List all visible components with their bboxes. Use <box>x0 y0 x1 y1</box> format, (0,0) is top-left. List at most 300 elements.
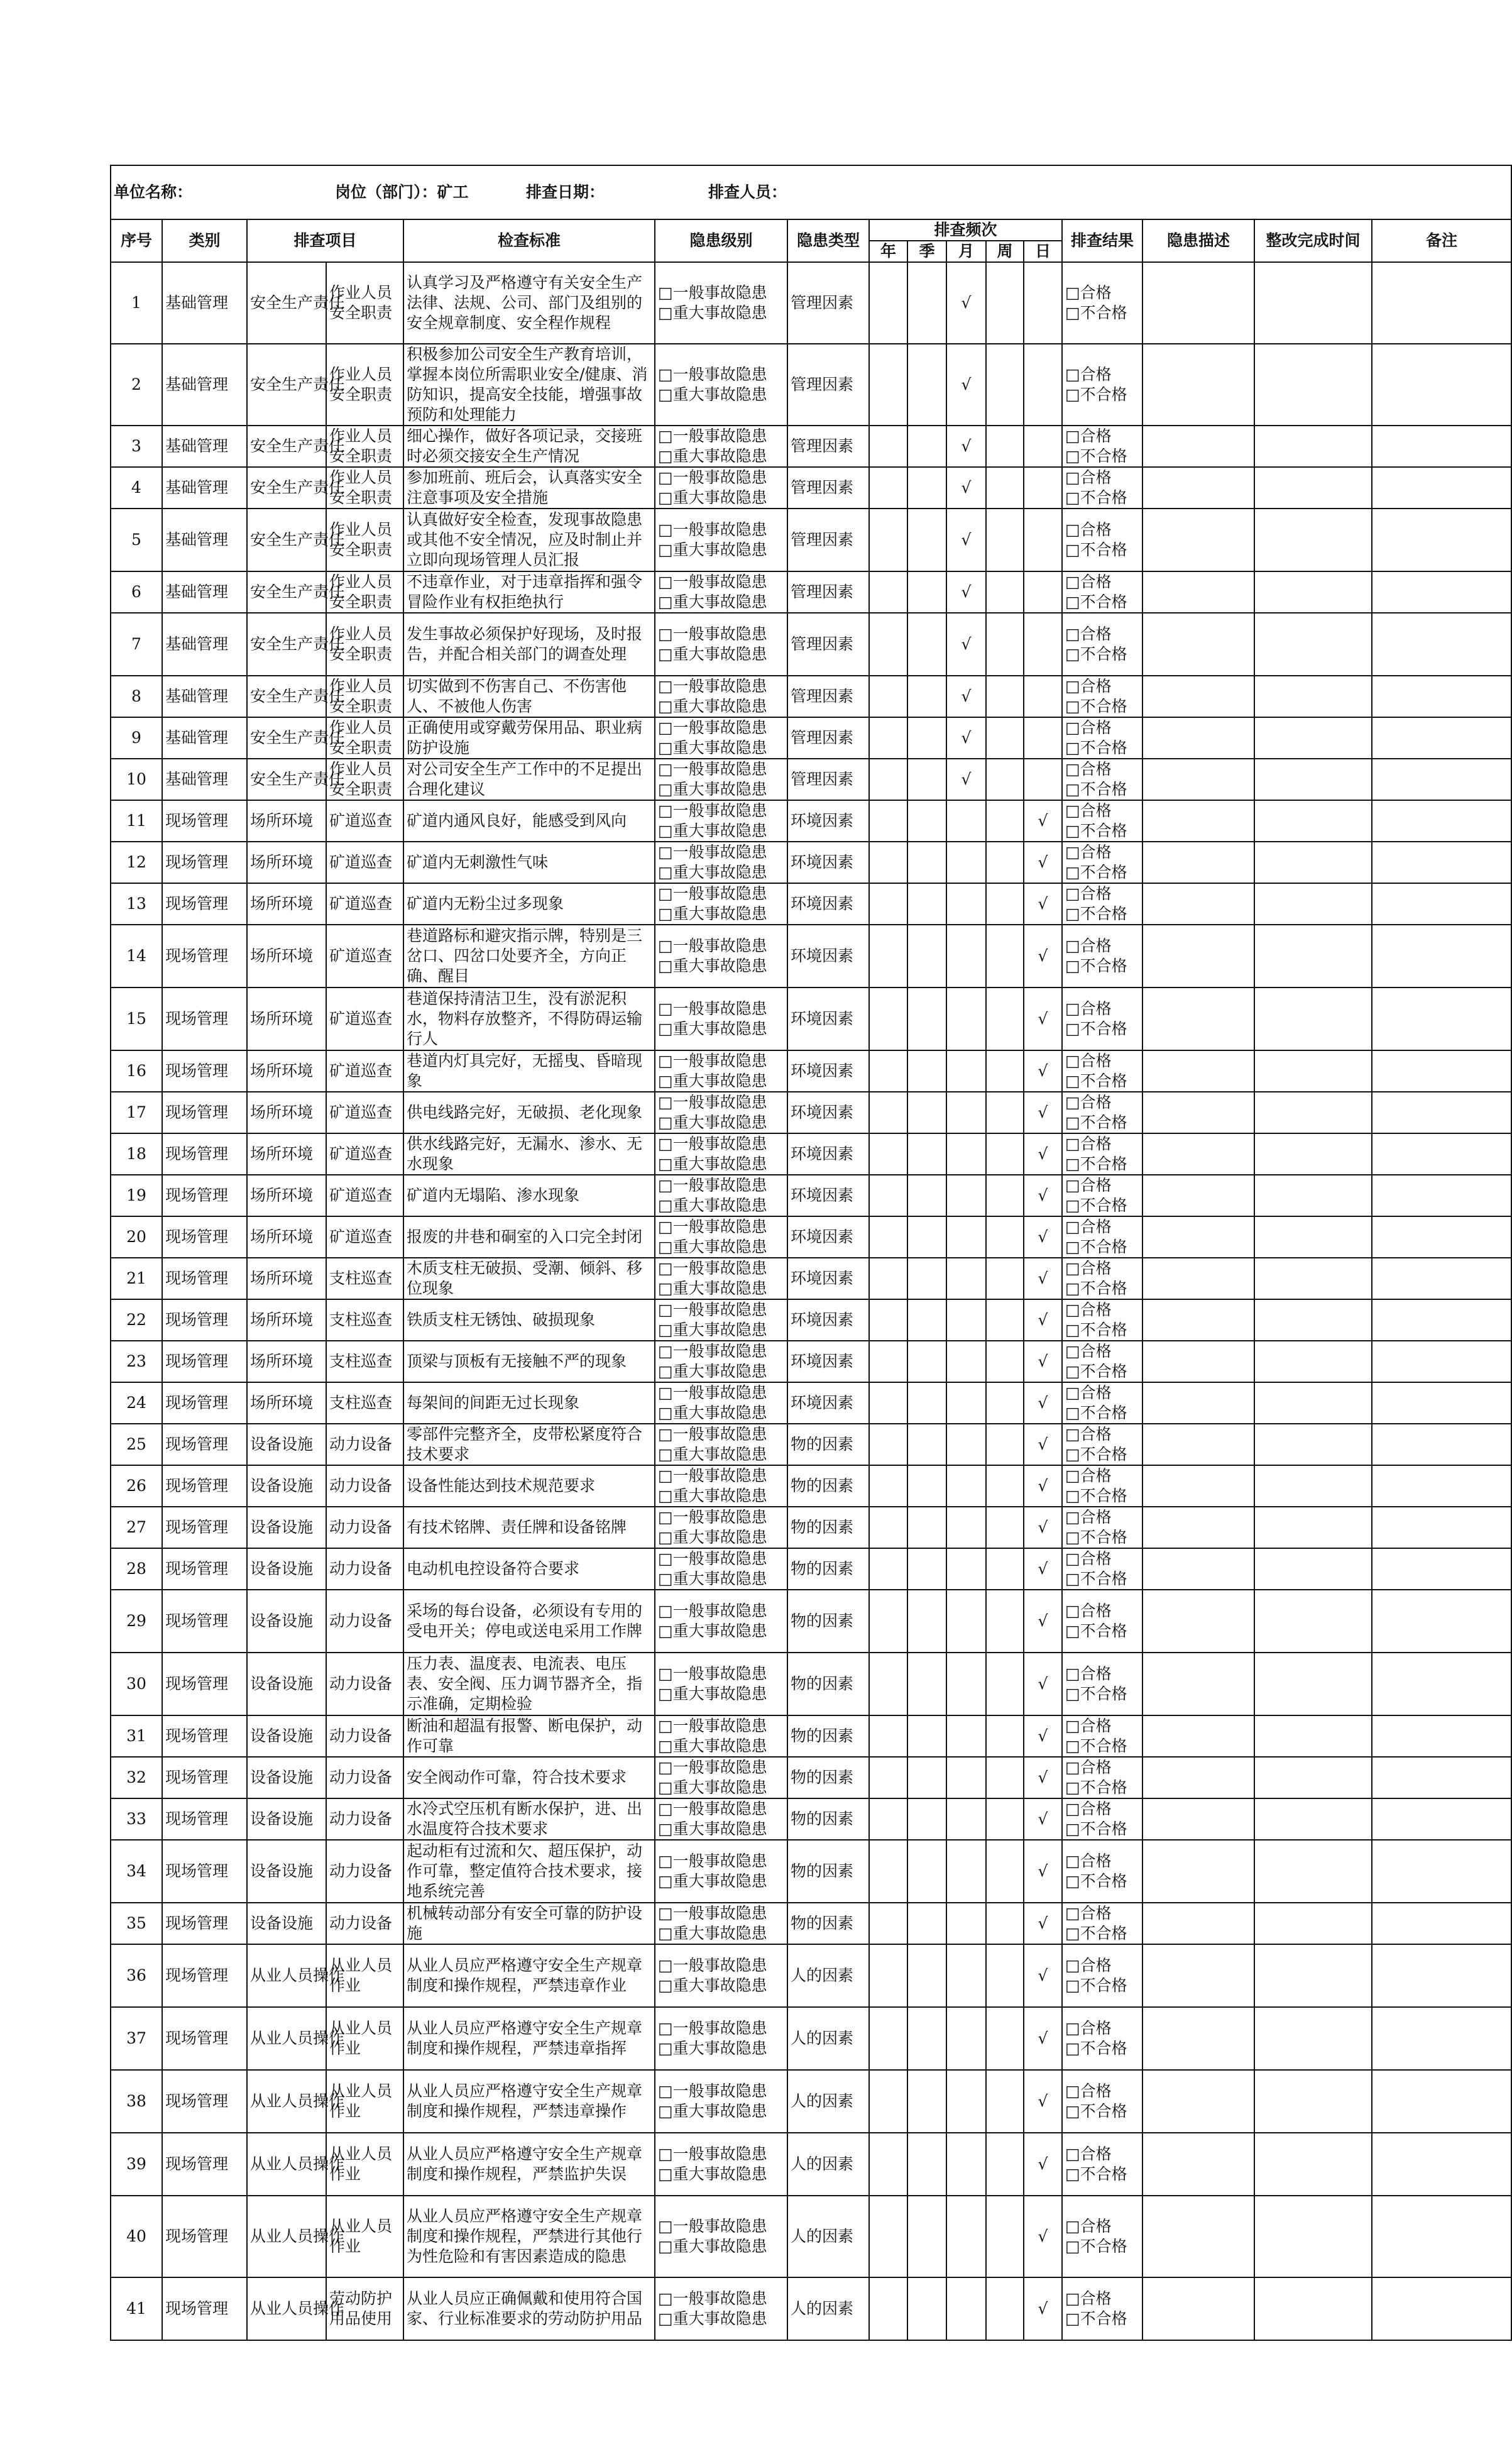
row-freq-week[interactable] <box>986 1840 1024 1903</box>
row-remark-field[interactable] <box>1372 613 1511 676</box>
row-result-options[interactable] <box>1062 1653 1142 1715</box>
general-hazard-checkbox[interactable]: □一般事故隐患 <box>658 1508 767 1526</box>
pass-checkbox[interactable]: □合格 <box>1065 1052 1112 1070</box>
row-deadline-field[interactable] <box>1254 467 1372 509</box>
row-freq-month[interactable] <box>946 925 986 988</box>
row-freq-day[interactable] <box>1024 1840 1062 1903</box>
row-deadline-field[interactable] <box>1254 2133 1372 2196</box>
row-deadline-field[interactable] <box>1254 1299 1372 1341</box>
row-deadline-field[interactable] <box>1254 842 1372 883</box>
row-description-field[interactable] <box>1142 1258 1254 1299</box>
row-level-options[interactable] <box>655 1590 787 1653</box>
general-hazard-checkbox[interactable]: □一般事故隐患 <box>658 1176 767 1194</box>
row-freq-week[interactable] <box>986 883 1024 925</box>
fail-checkbox[interactable]: □不合格 <box>1065 541 1127 559</box>
major-hazard-checkbox[interactable]: □重大事故隐患 <box>658 863 767 881</box>
row-freq-year[interactable] <box>869 1653 907 1715</box>
row-freq-quarter[interactable] <box>907 925 946 988</box>
row-freq-month[interactable] <box>946 344 986 426</box>
pass-checkbox[interactable]: □合格 <box>1065 1602 1112 1620</box>
general-hazard-checkbox[interactable]: □一般事故隐患 <box>658 1800 767 1818</box>
row-freq-year[interactable] <box>869 1341 907 1382</box>
row-freq-quarter[interactable] <box>907 988 946 1050</box>
row-result-options[interactable] <box>1062 262 1142 344</box>
major-hazard-checkbox[interactable]: □重大事故隐患 <box>658 1924 767 1942</box>
fail-checkbox[interactable]: □不合格 <box>1065 1362 1127 1380</box>
row-description-field[interactable] <box>1142 2070 1254 2133</box>
fail-checkbox[interactable]: □不合格 <box>1065 1445 1127 1463</box>
pass-checkbox[interactable]: □合格 <box>1065 884 1112 903</box>
row-description-field[interactable] <box>1142 1050 1254 1092</box>
row-freq-month[interactable] <box>946 467 986 509</box>
row-freq-month[interactable] <box>946 842 986 883</box>
major-hazard-checkbox[interactable]: □重大事故隐患 <box>658 1872 767 1890</box>
row-freq-week[interactable] <box>986 1258 1024 1299</box>
row-remark-field[interactable] <box>1372 676 1511 717</box>
row-remark-field[interactable] <box>1372 1133 1511 1175</box>
pass-checkbox[interactable]: □合格 <box>1065 1135 1112 1153</box>
general-hazard-checkbox[interactable]: □一般事故隐患 <box>658 365 767 383</box>
row-deadline-field[interactable] <box>1254 1258 1372 1299</box>
row-remark-field[interactable] <box>1372 426 1511 467</box>
row-freq-year[interactable] <box>869 1258 907 1299</box>
major-hazard-checkbox[interactable]: □重大事故隐患 <box>658 1238 767 1256</box>
row-result-options[interactable] <box>1062 1944 1142 2007</box>
row-freq-month[interactable] <box>946 1944 986 2007</box>
row-result-options[interactable] <box>1062 1092 1142 1133</box>
major-hazard-checkbox[interactable]: □重大事故隐患 <box>658 447 767 465</box>
row-freq-month[interactable] <box>946 759 986 800</box>
row-level-options[interactable] <box>655 2070 787 2133</box>
row-freq-quarter[interactable] <box>907 1548 946 1590</box>
row-level-options[interactable] <box>655 1299 787 1341</box>
row-freq-year[interactable] <box>869 2070 907 2133</box>
row-remark-field[interactable] <box>1372 1715 1511 1757</box>
general-hazard-checkbox[interactable]: □一般事故隐患 <box>658 937 767 955</box>
general-hazard-checkbox[interactable]: □一般事故隐患 <box>658 843 767 861</box>
row-freq-day[interactable] <box>1024 1715 1062 1757</box>
pass-checkbox[interactable]: □合格 <box>1065 937 1112 955</box>
major-hazard-checkbox[interactable]: □重大事故隐患 <box>658 1622 767 1640</box>
general-hazard-checkbox[interactable]: □一般事故隐患 <box>658 1466 767 1485</box>
general-hazard-checkbox[interactable]: □一般事故隐患 <box>658 884 767 903</box>
row-freq-week[interactable] <box>986 613 1024 676</box>
fail-checkbox[interactable]: □不合格 <box>1065 593 1127 611</box>
row-freq-year[interactable] <box>869 1216 907 1258</box>
row-remark-field[interactable] <box>1372 759 1511 800</box>
major-hazard-checkbox[interactable]: □重大事故隐患 <box>658 822 767 840</box>
major-hazard-checkbox[interactable]: □重大事故隐患 <box>658 739 767 757</box>
row-freq-quarter[interactable] <box>907 1341 946 1382</box>
row-freq-week[interactable] <box>986 1903 1024 1944</box>
fail-checkbox[interactable]: □不合格 <box>1065 488 1127 507</box>
row-description-field[interactable] <box>1142 262 1254 344</box>
row-freq-month[interactable] <box>946 1175 986 1216</box>
row-freq-quarter[interactable] <box>907 1590 946 1653</box>
row-freq-year[interactable] <box>869 842 907 883</box>
row-level-options[interactable] <box>655 1715 787 1757</box>
row-freq-week[interactable] <box>986 759 1024 800</box>
row-level-options[interactable] <box>655 1216 787 1258</box>
row-freq-year[interactable] <box>869 1903 907 1944</box>
row-level-options[interactable] <box>655 676 787 717</box>
row-freq-quarter[interactable] <box>907 571 946 613</box>
row-freq-quarter[interactable] <box>907 1216 946 1258</box>
row-level-options[interactable] <box>655 2133 787 2196</box>
general-hazard-checkbox[interactable]: □一般事故隐患 <box>658 520 767 539</box>
pass-checkbox[interactable]: □合格 <box>1065 2145 1112 2163</box>
row-freq-week[interactable] <box>986 1653 1024 1715</box>
fail-checkbox[interactable]: □不合格 <box>1065 822 1127 840</box>
general-hazard-checkbox[interactable]: □一般事故隐患 <box>658 283 767 302</box>
general-hazard-checkbox[interactable]: □一般事故隐患 <box>658 1956 767 1974</box>
row-freq-month[interactable] <box>946 2007 986 2070</box>
general-hazard-checkbox[interactable]: □一般事故隐患 <box>658 2019 767 2037</box>
row-freq-month[interactable] <box>946 571 986 613</box>
row-freq-month[interactable] <box>946 1258 986 1299</box>
row-freq-quarter[interactable] <box>907 676 946 717</box>
row-result-options[interactable] <box>1062 676 1142 717</box>
row-freq-week[interactable] <box>986 2133 1024 2196</box>
fail-checkbox[interactable]: □不合格 <box>1065 1487 1127 1505</box>
major-hazard-checkbox[interactable]: □重大事故隐患 <box>658 1196 767 1214</box>
row-level-options[interactable] <box>655 1050 787 1092</box>
general-hazard-checkbox[interactable]: □一般事故隐患 <box>658 999 767 1018</box>
major-hazard-checkbox[interactable]: □重大事故隐患 <box>658 905 767 923</box>
row-freq-week[interactable] <box>986 509 1024 571</box>
general-hazard-checkbox[interactable]: □一般事故隐患 <box>658 2082 767 2100</box>
row-freq-day[interactable] <box>1024 883 1062 925</box>
row-result-options[interactable] <box>1062 1507 1142 1548</box>
row-freq-day[interactable] <box>1024 1175 1062 1216</box>
fail-checkbox[interactable]: □不合格 <box>1065 2039 1127 2057</box>
row-level-options[interactable] <box>655 1341 787 1382</box>
row-freq-quarter[interactable] <box>907 1258 946 1299</box>
row-freq-day[interactable] <box>1024 1548 1062 1590</box>
row-description-field[interactable] <box>1142 676 1254 717</box>
row-freq-month[interactable] <box>946 676 986 717</box>
row-remark-field[interactable] <box>1372 2007 1511 2070</box>
row-result-options[interactable] <box>1062 1548 1142 1590</box>
pass-checkbox[interactable]: □合格 <box>1065 1425 1112 1443</box>
row-freq-day[interactable] <box>1024 1299 1062 1341</box>
row-description-field[interactable] <box>1142 1944 1254 2007</box>
pass-checkbox[interactable]: □合格 <box>1065 1956 1112 1974</box>
general-hazard-checkbox[interactable]: □一般事故隐患 <box>658 2145 767 2163</box>
row-freq-month[interactable] <box>946 1507 986 1548</box>
row-level-options[interactable] <box>655 1258 787 1299</box>
row-remark-field[interactable] <box>1372 344 1511 426</box>
row-freq-day[interactable] <box>1024 1424 1062 1465</box>
row-freq-year[interactable] <box>869 1798 907 1840</box>
row-result-options[interactable] <box>1062 2007 1142 2070</box>
row-freq-week[interactable] <box>986 676 1024 717</box>
general-hazard-checkbox[interactable]: □一般事故隐患 <box>658 760 767 778</box>
major-hazard-checkbox[interactable]: □重大事故隐患 <box>658 1976 767 1995</box>
row-freq-day[interactable] <box>1024 2196 1062 2277</box>
fail-checkbox[interactable]: □不合格 <box>1065 1528 1127 1546</box>
row-deadline-field[interactable] <box>1254 1050 1372 1092</box>
fail-checkbox[interactable]: □不合格 <box>1065 1820 1127 1838</box>
row-level-options[interactable] <box>655 1465 787 1507</box>
row-freq-quarter[interactable] <box>907 1050 946 1092</box>
row-freq-week[interactable] <box>986 842 1024 883</box>
row-freq-week[interactable] <box>986 1216 1024 1258</box>
row-freq-week[interactable] <box>986 1465 1024 1507</box>
pass-checkbox[interactable]: □合格 <box>1065 1758 1112 1776</box>
major-hazard-checkbox[interactable]: □重大事故隐患 <box>658 780 767 798</box>
row-freq-year[interactable] <box>869 1507 907 1548</box>
row-freq-quarter[interactable] <box>907 426 946 467</box>
row-description-field[interactable] <box>1142 1341 1254 1382</box>
row-description-field[interactable] <box>1142 1653 1254 1715</box>
row-result-options[interactable] <box>1062 883 1142 925</box>
row-freq-day[interactable] <box>1024 1798 1062 1840</box>
major-hazard-checkbox[interactable]: □重大事故隐患 <box>658 2237 767 2255</box>
row-description-field[interactable] <box>1142 344 1254 426</box>
major-hazard-checkbox[interactable]: □重大事故隐患 <box>658 1020 767 1038</box>
row-deadline-field[interactable] <box>1254 988 1372 1050</box>
row-level-options[interactable] <box>655 344 787 426</box>
row-deadline-field[interactable] <box>1254 1175 1372 1216</box>
row-deadline-field[interactable] <box>1254 2196 1372 2277</box>
row-freq-week[interactable] <box>986 925 1024 988</box>
general-hazard-checkbox[interactable]: □一般事故隐患 <box>658 1717 767 1735</box>
row-level-options[interactable] <box>655 613 787 676</box>
pass-checkbox[interactable]: □合格 <box>1065 283 1112 302</box>
row-freq-day[interactable] <box>1024 800 1062 842</box>
row-result-options[interactable] <box>1062 988 1142 1050</box>
major-hazard-checkbox[interactable]: □重大事故隐患 <box>658 1778 767 1796</box>
row-freq-day[interactable] <box>1024 676 1062 717</box>
row-level-options[interactable] <box>655 925 787 988</box>
pass-checkbox[interactable]: □合格 <box>1065 1549 1112 1568</box>
row-freq-quarter[interactable] <box>907 883 946 925</box>
fail-checkbox[interactable]: □不合格 <box>1065 1279 1127 1297</box>
row-freq-day[interactable] <box>1024 262 1062 344</box>
row-freq-week[interactable] <box>986 717 1024 759</box>
row-level-options[interactable] <box>655 1382 787 1424</box>
row-level-options[interactable] <box>655 2277 787 2340</box>
row-deadline-field[interactable] <box>1254 1548 1372 1590</box>
row-remark-field[interactable] <box>1372 1299 1511 1341</box>
row-freq-day[interactable] <box>1024 426 1062 467</box>
row-description-field[interactable] <box>1142 426 1254 467</box>
general-hazard-checkbox[interactable]: □一般事故隐患 <box>658 468 767 487</box>
major-hazard-checkbox[interactable]: □重大事故隐患 <box>658 2165 767 2183</box>
fail-checkbox[interactable]: □不合格 <box>1065 1196 1127 1214</box>
row-description-field[interactable] <box>1142 2007 1254 2070</box>
row-freq-year[interactable] <box>869 2133 907 2196</box>
major-hazard-checkbox[interactable]: □重大事故隐患 <box>658 488 767 507</box>
pass-checkbox[interactable]: □合格 <box>1065 801 1112 820</box>
row-level-options[interactable] <box>655 509 787 571</box>
row-level-options[interactable] <box>655 467 787 509</box>
row-remark-field[interactable] <box>1372 842 1511 883</box>
row-remark-field[interactable] <box>1372 988 1511 1050</box>
row-freq-day[interactable] <box>1024 2133 1062 2196</box>
major-hazard-checkbox[interactable]: □重大事故隐患 <box>658 2102 767 2120</box>
row-level-options[interactable] <box>655 1798 787 1840</box>
fail-checkbox[interactable]: □不合格 <box>1065 1924 1127 1942</box>
row-freq-quarter[interactable] <box>907 1944 946 2007</box>
fail-checkbox[interactable]: □不合格 <box>1065 1737 1127 1755</box>
row-remark-field[interactable] <box>1372 2070 1511 2133</box>
row-freq-day[interactable] <box>1024 717 1062 759</box>
general-hazard-checkbox[interactable]: □一般事故隐患 <box>658 1384 767 1402</box>
row-freq-year[interactable] <box>869 1590 907 1653</box>
row-remark-field[interactable] <box>1372 925 1511 988</box>
row-remark-field[interactable] <box>1372 1216 1511 1258</box>
fail-checkbox[interactable]: □不合格 <box>1065 447 1127 465</box>
fail-checkbox[interactable]: □不合格 <box>1065 1155 1127 1173</box>
fail-checkbox[interactable]: □不合格 <box>1065 2102 1127 2120</box>
row-freq-year[interactable] <box>869 1715 907 1757</box>
general-hazard-checkbox[interactable]: □一般事故隐患 <box>658 2289 767 2308</box>
row-freq-quarter[interactable] <box>907 613 946 676</box>
row-freq-week[interactable] <box>986 1341 1024 1382</box>
row-remark-field[interactable] <box>1372 800 1511 842</box>
row-remark-field[interactable] <box>1372 1507 1511 1548</box>
row-freq-month[interactable] <box>946 1715 986 1757</box>
row-level-options[interactable] <box>655 717 787 759</box>
row-freq-week[interactable] <box>986 1757 1024 1798</box>
pass-checkbox[interactable]: □合格 <box>1065 2019 1112 2037</box>
row-freq-year[interactable] <box>869 426 907 467</box>
row-level-options[interactable] <box>655 1175 787 1216</box>
pass-checkbox[interactable]: □合格 <box>1065 1717 1112 1735</box>
row-freq-day[interactable] <box>1024 2277 1062 2340</box>
row-freq-week[interactable] <box>986 2070 1024 2133</box>
row-remark-field[interactable] <box>1372 883 1511 925</box>
major-hazard-checkbox[interactable]: □重大事故隐患 <box>658 697 767 715</box>
row-freq-quarter[interactable] <box>907 2196 946 2277</box>
row-freq-quarter[interactable] <box>907 344 946 426</box>
row-result-options[interactable] <box>1062 1341 1142 1382</box>
row-description-field[interactable] <box>1142 1840 1254 1903</box>
row-freq-year[interactable] <box>869 571 907 613</box>
fail-checkbox[interactable]: □不合格 <box>1065 1020 1127 1038</box>
row-freq-day[interactable] <box>1024 759 1062 800</box>
row-deadline-field[interactable] <box>1254 2007 1372 2070</box>
row-freq-day[interactable] <box>1024 988 1062 1050</box>
row-description-field[interactable] <box>1142 1092 1254 1133</box>
row-freq-quarter[interactable] <box>907 1798 946 1840</box>
row-freq-month[interactable] <box>946 2277 986 2340</box>
pass-checkbox[interactable]: □合格 <box>1065 520 1112 539</box>
general-hazard-checkbox[interactable]: □一般事故隐患 <box>658 1602 767 1620</box>
row-deadline-field[interactable] <box>1254 1840 1372 1903</box>
row-freq-month[interactable] <box>946 1590 986 1653</box>
row-freq-year[interactable] <box>869 883 907 925</box>
row-result-options[interactable] <box>1062 1757 1142 1798</box>
fail-checkbox[interactable]: □不合格 <box>1065 1321 1127 1339</box>
row-result-options[interactable] <box>1062 1465 1142 1507</box>
row-remark-field[interactable] <box>1372 1903 1511 1944</box>
pass-checkbox[interactable]: □合格 <box>1065 999 1112 1018</box>
row-freq-quarter[interactable] <box>907 1507 946 1548</box>
row-freq-year[interactable] <box>869 2007 907 2070</box>
row-result-options[interactable] <box>1062 1590 1142 1653</box>
major-hazard-checkbox[interactable]: □重大事故隐患 <box>658 1820 767 1838</box>
row-level-options[interactable] <box>655 426 787 467</box>
row-freq-week[interactable] <box>986 2277 1024 2340</box>
pass-checkbox[interactable]: □合格 <box>1065 2082 1112 2100</box>
row-freq-month[interactable] <box>946 1465 986 1507</box>
row-remark-field[interactable] <box>1372 1424 1511 1465</box>
row-freq-day[interactable] <box>1024 613 1062 676</box>
row-freq-year[interactable] <box>869 509 907 571</box>
pass-checkbox[interactable]: □合格 <box>1065 760 1112 778</box>
row-level-options[interactable] <box>655 2007 787 2070</box>
row-freq-week[interactable] <box>986 571 1024 613</box>
row-freq-month[interactable] <box>946 1216 986 1258</box>
row-freq-year[interactable] <box>869 262 907 344</box>
general-hazard-checkbox[interactable]: □一般事故隐患 <box>658 1093 767 1111</box>
row-freq-month[interactable] <box>946 1341 986 1382</box>
general-hazard-checkbox[interactable]: □一般事故隐患 <box>658 1549 767 1568</box>
row-description-field[interactable] <box>1142 1715 1254 1757</box>
row-freq-week[interactable] <box>986 1299 1024 1341</box>
row-freq-quarter[interactable] <box>907 717 946 759</box>
row-deadline-field[interactable] <box>1254 1757 1372 1798</box>
pass-checkbox[interactable]: □合格 <box>1065 843 1112 861</box>
row-result-options[interactable] <box>1062 1133 1142 1175</box>
row-description-field[interactable] <box>1142 613 1254 676</box>
row-result-options[interactable] <box>1062 1175 1142 1216</box>
row-remark-field[interactable] <box>1372 2196 1511 2277</box>
row-remark-field[interactable] <box>1372 1798 1511 1840</box>
row-freq-month[interactable] <box>946 1840 986 1903</box>
row-result-options[interactable] <box>1062 1050 1142 1092</box>
row-remark-field[interactable] <box>1372 1382 1511 1424</box>
row-result-options[interactable] <box>1062 717 1142 759</box>
fail-checkbox[interactable]: □不合格 <box>1065 1872 1127 1890</box>
row-freq-week[interactable] <box>986 1382 1024 1424</box>
pass-checkbox[interactable]: □合格 <box>1065 1852 1112 1870</box>
row-description-field[interactable] <box>1142 2133 1254 2196</box>
row-description-field[interactable] <box>1142 2277 1254 2340</box>
fail-checkbox[interactable]: □不合格 <box>1065 780 1127 798</box>
row-remark-field[interactable] <box>1372 1653 1511 1715</box>
pass-checkbox[interactable]: □合格 <box>1065 427 1112 445</box>
row-freq-week[interactable] <box>986 1424 1024 1465</box>
fail-checkbox[interactable]: □不合格 <box>1065 2309 1127 2328</box>
row-freq-week[interactable] <box>986 2196 1024 2277</box>
row-remark-field[interactable] <box>1372 1757 1511 1798</box>
row-result-options[interactable] <box>1062 1299 1142 1341</box>
pass-checkbox[interactable]: □合格 <box>1065 1904 1112 1922</box>
row-freq-month[interactable] <box>946 2133 986 2196</box>
row-result-options[interactable] <box>1062 2277 1142 2340</box>
row-deadline-field[interactable] <box>1254 426 1372 467</box>
fail-checkbox[interactable]: □不合格 <box>1065 1622 1127 1640</box>
row-result-options[interactable] <box>1062 1424 1142 1465</box>
row-freq-year[interactable] <box>869 1299 907 1341</box>
row-deadline-field[interactable] <box>1254 2070 1372 2133</box>
fail-checkbox[interactable]: □不合格 <box>1065 697 1127 715</box>
row-level-options[interactable] <box>655 1424 787 1465</box>
row-freq-month[interactable] <box>946 2196 986 2277</box>
major-hazard-checkbox[interactable]: □重大事故隐患 <box>658 1113 767 1131</box>
general-hazard-checkbox[interactable]: □一般事故隐患 <box>658 718 767 737</box>
pass-checkbox[interactable]: □合格 <box>1065 1664 1112 1683</box>
row-deadline-field[interactable] <box>1254 1092 1372 1133</box>
row-result-options[interactable] <box>1062 1798 1142 1840</box>
row-deadline-field[interactable] <box>1254 1507 1372 1548</box>
row-remark-field[interactable] <box>1372 1341 1511 1382</box>
row-result-options[interactable] <box>1062 613 1142 676</box>
